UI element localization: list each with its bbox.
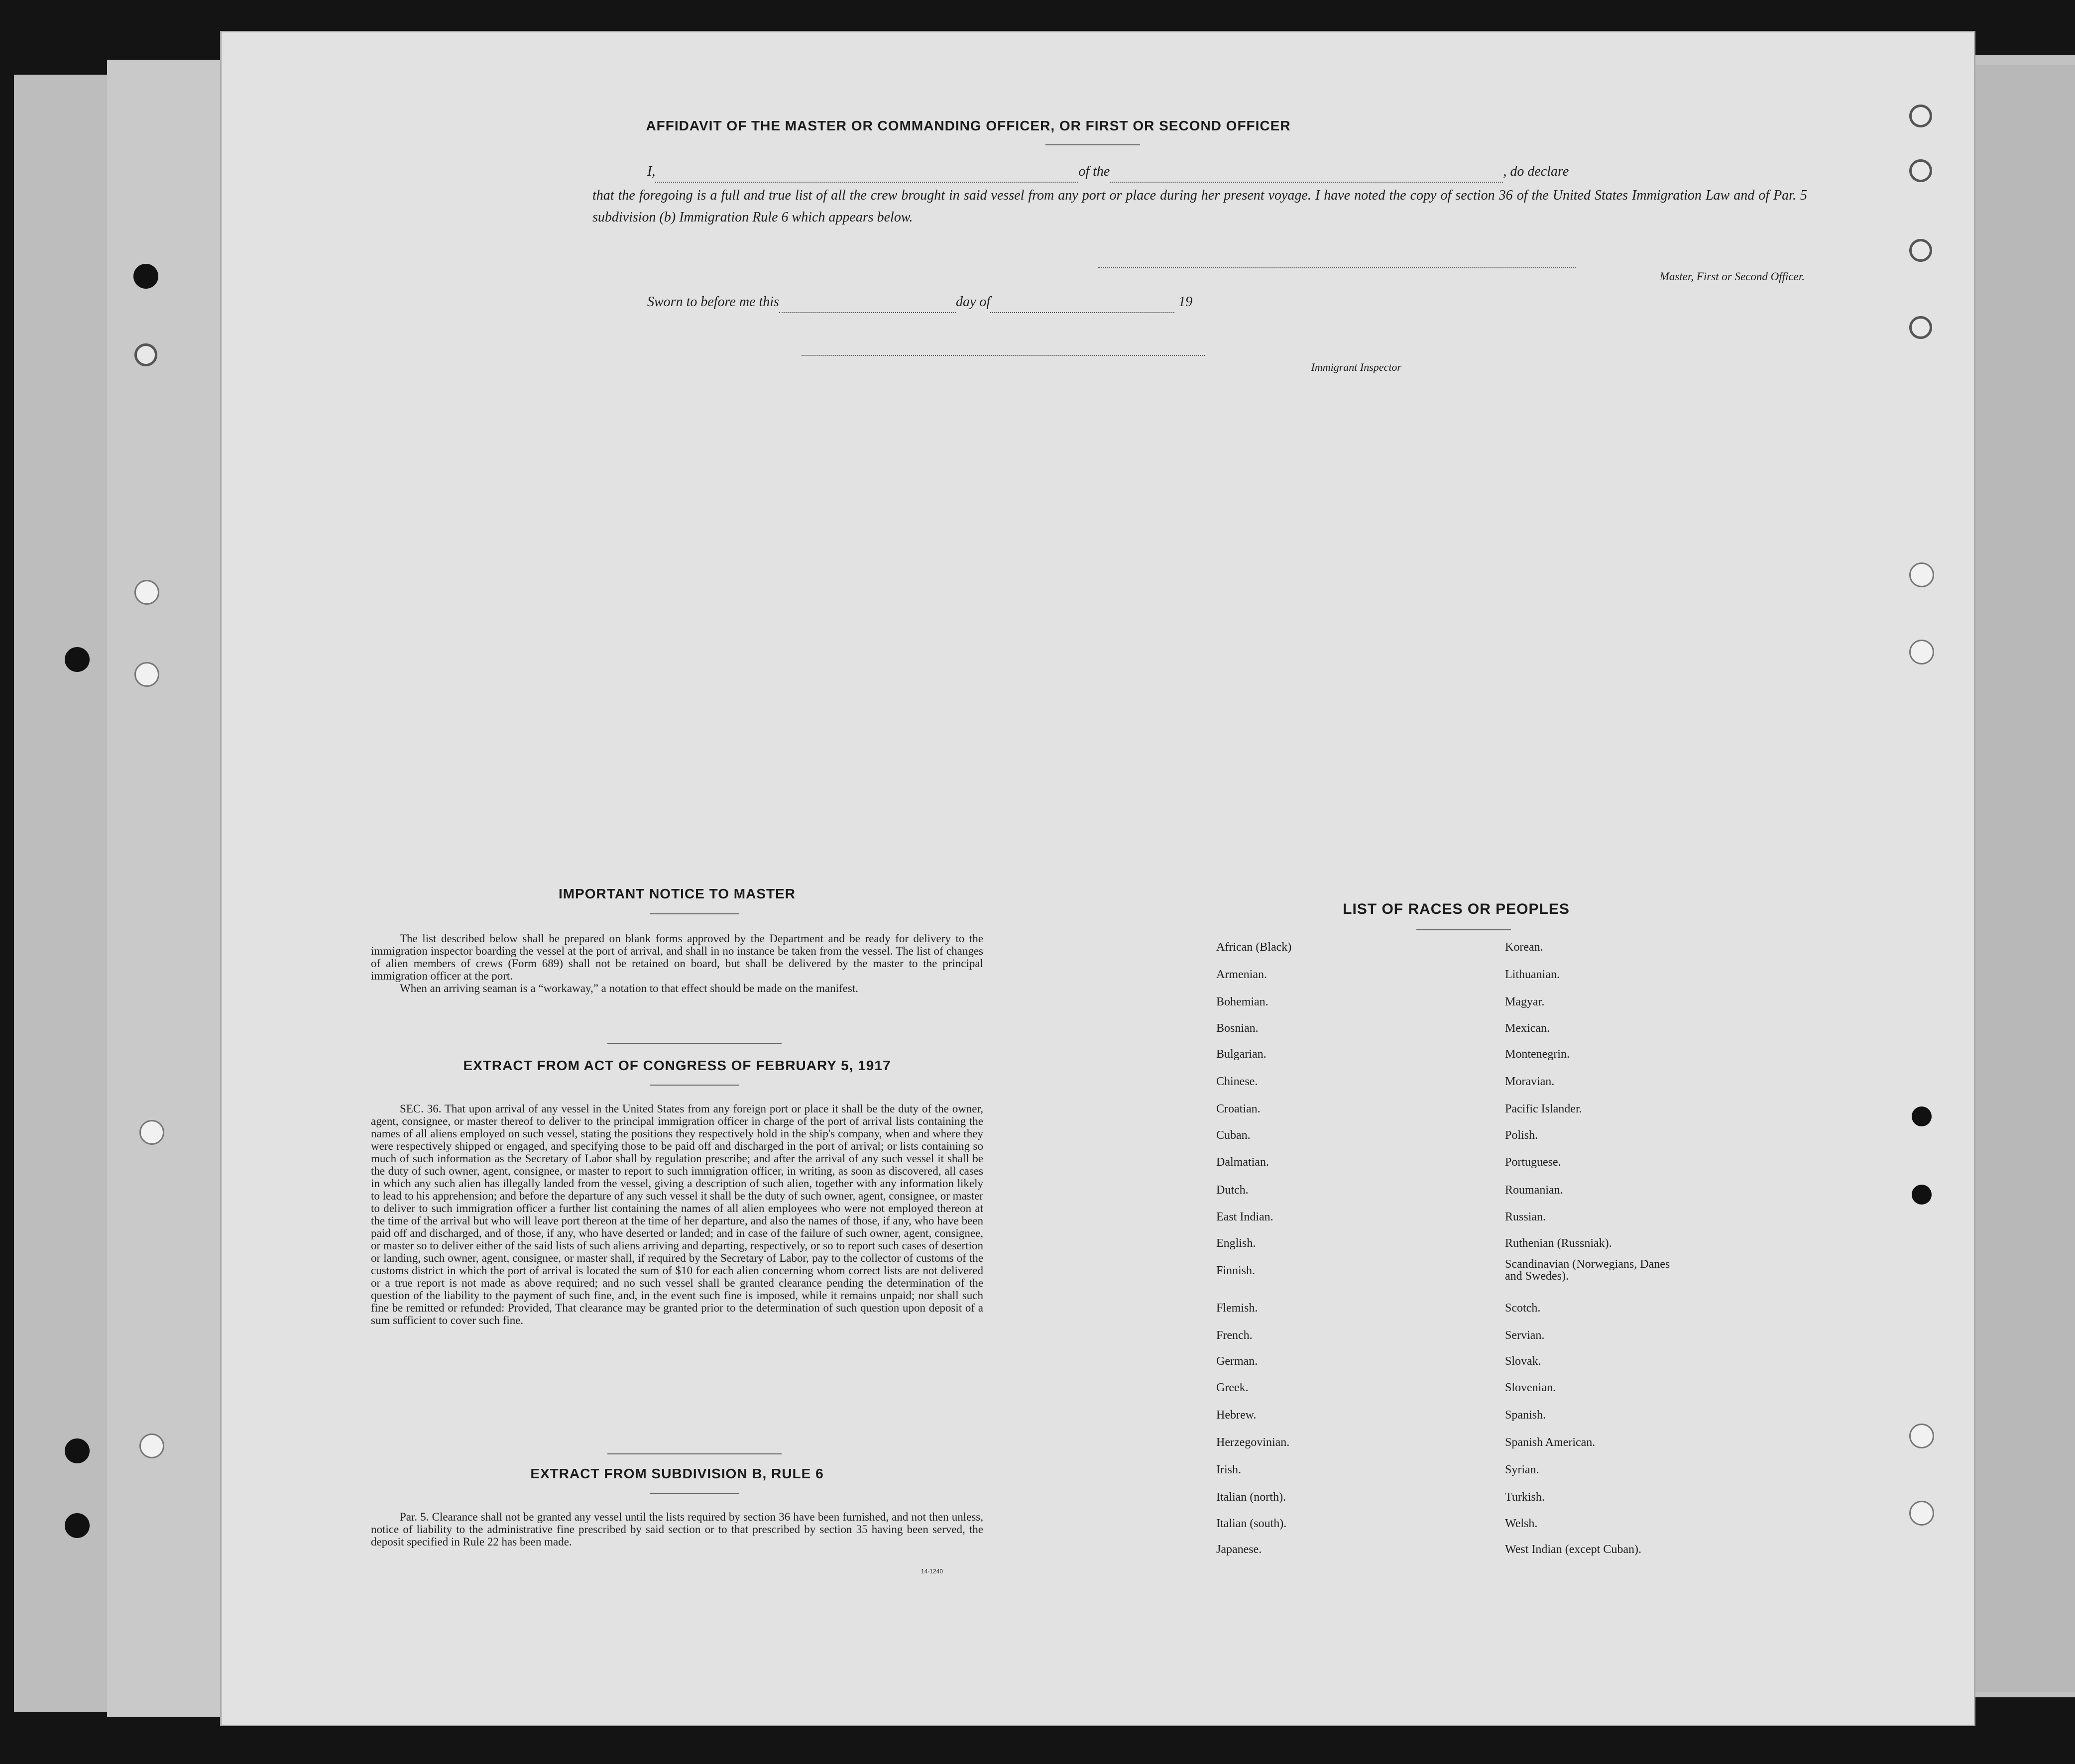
binder-hole [1912,1185,1932,1205]
binder-hole [1912,1106,1932,1126]
sworn-year: 19 [1178,294,1193,310]
race-item: Croatian. [1216,1102,1261,1115]
race-item: Hebrew. [1216,1409,1257,1422]
binder-hole [133,264,158,289]
affidavit-declare-label: , do declare [1503,164,1569,179]
binder-hole [139,1120,164,1145]
inspector-signature-line[interactable] [802,351,1205,356]
notice-paragraph-2: When an arriving seaman is a “workaway,” a notation to that effect should be made on the manifest. [400,982,858,994]
race-item: Italian (south). [1216,1517,1287,1530]
race-item: Roumanian. [1505,1184,1563,1197]
rule-rule [650,1493,739,1494]
rule-title: EXTRACT FROM SUBDIVISION B, RULE 6 [530,1466,824,1481]
binder-hole [1909,239,1932,262]
section-rule [607,1043,782,1044]
section-rule [607,1453,782,1454]
affidavit-body: that the foregoing is a full and true list of all the crew brought in said vessel from any port or place during her present voyage. I have noted the copy of section 36 of the United States Immigration Law and of Par. 5 subdivision (b) Immigration Rule 6 which appears below. [592,188,1807,225]
signature-line[interactable] [1098,262,1576,268]
race-item: Polish. [1505,1129,1538,1142]
race-item: Russian. [1505,1211,1546,1223]
race-item: Cuban. [1216,1129,1251,1142]
sworn-day-of-label: day of [955,294,991,310]
binder-hole [134,662,159,687]
race-item: Finnish. [1216,1264,1256,1277]
race-item: Irish. [1216,1463,1241,1476]
binder-hole [1909,1424,1934,1448]
race-item: Bosnian. [1216,1022,1259,1035]
notice-rule [650,913,739,914]
binder-hole [134,580,159,605]
race-item: Welsh. [1505,1517,1538,1530]
race-item: English. [1216,1237,1256,1250]
race-item: Slovak. [1505,1355,1541,1368]
race-item: African (Black) [1216,941,1292,954]
race-item: Bulgarian. [1216,1048,1267,1061]
race-item: Lithuanian. [1505,968,1560,981]
sworn-prefix: Sworn to before me this [647,294,779,310]
binder-hole [1909,159,1932,182]
race-item: Magyar. [1505,995,1545,1008]
sworn-day-field[interactable] [779,312,956,313]
binder-hole [65,1438,90,1463]
back-sheet-right-inner [1961,65,2075,1692]
binder-hole [1909,1501,1934,1526]
vessel-name-field[interactable] [1110,182,1503,183]
binder-hole [65,1513,90,1538]
binder-hole [1909,562,1934,587]
rule-body [371,1511,983,1548]
race-item: Slovenian. [1505,1381,1556,1394]
races-right-column [1505,941,1784,1588]
officer-name-field[interactable] [655,182,1078,183]
race-item: Turkish. [1505,1491,1545,1504]
race-item: Bohemian. [1216,995,1268,1008]
race-item: Spanish. [1505,1409,1546,1422]
binder-hole [134,343,157,366]
race-item: Herzegovinian. [1216,1436,1290,1449]
race-item: Moravian. [1505,1075,1555,1088]
binder-hole [1909,640,1934,664]
binder-hole [1909,105,1932,127]
races-rule [1416,929,1511,930]
race-item: West Indian (except Cuban). [1505,1543,1641,1556]
act-section-36: SEC. 36. That upon arrival of any vessel in the United States from any foreign port or place it shall be the duty of the owner, agent, consignee, or master thereof to deliver to the principal immigration officer in charge of the port of arrival lists containing the names of all aliens employed on such vessel, stating the positions they respectively hold in the ship's company, when and where they were respectively shipped or engaged, and specifying those to be paid off and discharged in the port of arrival; or lists containing so much of such information as the Secretary of Labor shall by regulation prescribe; and after the arrival of any such vessel it shall be the duty of such owner, agent, consignee, or master to report to such immigration officer, in writing, as soon as discovered, all cases in which any such alien has illegally landed from the vessel, giving a description of such alien, together with any information likely to lead to his apprehension; and before the departure of any such vessel it shall be the duty of such owner, agent, consignee, or master to deliver to such immigration officer a further list containing the names of all alien employees who were not employed thereon at the time of the arrival but who will leave port thereon at the time of her departure, and also the names of those, if any, who have been paid off and discharged, and of those, if any, who have deserted or landed; and in case of the failure of such owner, agent, consignee, or master so to deliver either of the said lists of such aliens arriving and departing, respectively, or so to report such cases of desertion or landing, such owner, agent, consignee, or master shall, if required by the Secretary of Labor, pay to the collector of customs of the customs district in which the port of arrival is located the sum of $10 for each alien concerning whom correct lists are not delivered or a true report is not made as above required; and no such vessel shall be granted clearance pending the determination of the question of the liability to the payment of such fine, and, in the event such fine is imposed, while it remains unpaid; nor shall such fine be remitted or refunded: Provided, That clearance may be granted prior to the determination of such question upon deposit of a sum sufficient to cover such fine. [371,1102,983,1326]
inspector-caption: Immigrant Inspector [1311,361,1401,373]
race-item: Mexican. [1505,1022,1550,1035]
title-rule [1045,144,1140,145]
race-item: Korean. [1505,941,1543,954]
race-item: Ruthenian (Russniak). [1505,1237,1612,1250]
rule-paragraph-5: Par. 5. Clearance shall not be granted any vessel until the lists required by section 36 have been furnished, and not then unless, notice of liability to the administrative fine prescribed by said section or to that prescribed by section 35 having been served, the deposit specified in Rule 22 has been made. [371,1511,983,1548]
races-left-column [1216,941,1495,1588]
affidavit-of-the-label: of the [1078,164,1110,179]
race-item: Italian (north). [1216,1491,1286,1504]
race-item: Servian. [1505,1329,1545,1342]
race-item: Armenian. [1216,968,1267,981]
race-item: Pacific Islander. [1505,1102,1582,1115]
race-item: Chinese. [1216,1075,1258,1088]
race-item: Flemish. [1216,1302,1258,1315]
race-item: German. [1216,1355,1258,1368]
act-title: EXTRACT FROM ACT OF CONGRESS OF FEBRUARY 5, 1917 [463,1058,891,1073]
race-item: Dalmatian. [1216,1156,1269,1169]
affidavit-first-line [647,161,1807,183]
sworn-month-field[interactable] [990,312,1174,313]
form-number: 14-1240 [921,1568,943,1575]
act-rule [650,1085,739,1086]
race-item: Portuguese. [1505,1156,1561,1169]
race-item: Syrian. [1505,1463,1539,1476]
binder-hole [139,1433,164,1458]
notice-body [371,932,983,994]
sworn-line [647,291,1294,313]
binder-hole [1909,316,1932,339]
act-body [371,1102,983,1326]
notice-title: IMPORTANT NOTICE TO MASTER [558,886,796,901]
form-page [222,32,1974,1725]
notice-paragraph-1: The list described below shall be prepared on blank forms approved by the Department and be ready for delivery to the immigration inspector boarding the vessel at the port of arrival, and shall in no instance be taken from the vessel. The list of changes of alien members of crews (Form 689) shall not be retained on board, but shall be delivered by the master to the principal immigration officer at the port. [371,932,983,982]
affidavit-title: AFFIDAVIT OF THE MASTER OR COMMANDING OFFICER, OR FIRST OR SECOND OFFICER [646,118,1291,133]
race-item: Dutch. [1216,1184,1249,1197]
race-item: Greek. [1216,1381,1249,1394]
signature-caption: Master, First or Second Officer. [1659,270,1805,283]
race-item: Japanese. [1216,1543,1262,1556]
race-item: Scandinavian (Norwegians, Danes and Swedes). [1505,1258,1670,1283]
affidavit-i-label: I, [647,164,656,179]
race-item: Scotch. [1505,1302,1541,1315]
races-title: LIST OF RACES OR PEOPLES [1343,901,1570,917]
race-item: French. [1216,1329,1253,1342]
race-item: East Indian. [1216,1211,1273,1223]
binder-hole [65,647,90,672]
race-item: Montenegrin. [1505,1048,1570,1061]
race-item: Spanish American. [1505,1436,1596,1449]
